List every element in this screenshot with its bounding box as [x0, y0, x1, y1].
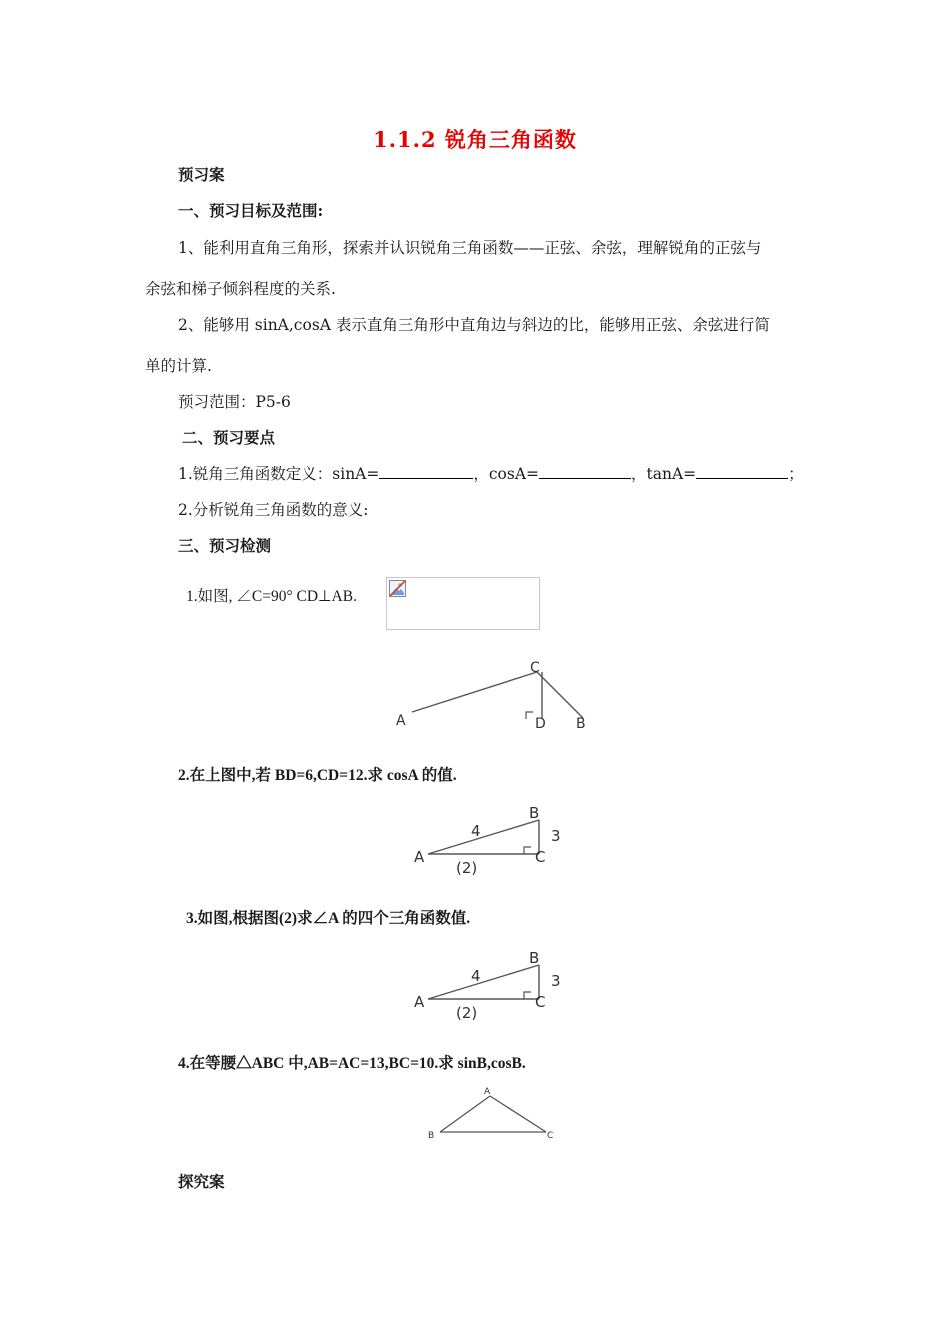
fig2-side-ab	[428, 820, 539, 854]
page-title: 1.1.2 锐角三角函数	[373, 127, 577, 152]
fig3-label-3: 3	[551, 972, 561, 990]
cos-blank	[539, 464, 631, 479]
fig3-side-ab	[428, 965, 539, 999]
meaning-line: 2.分析锐角三角函数的意义:	[178, 501, 369, 519]
fig2-right-angle-mark	[524, 847, 531, 854]
fig2-label-c: C	[535, 848, 546, 866]
fig2-label-a: A	[414, 848, 425, 866]
fig3-label-c: C	[535, 993, 546, 1011]
section1-heading: 一、预习目标及范围:	[178, 201, 324, 220]
section3-heading: 三、预习检测	[178, 536, 272, 555]
fig4-label-a: A	[484, 1087, 491, 1097]
tan-blank	[696, 464, 788, 479]
fig3-label-a: A	[414, 993, 425, 1011]
cos-label: ，cosA=	[473, 465, 540, 483]
explore-case-heading: 探究案	[178, 1172, 225, 1191]
fig1-label-c: C	[530, 660, 540, 676]
preview-case-heading: 预习案	[178, 165, 225, 184]
fig2-label-4: 4	[471, 822, 481, 840]
sin-label: 1.锐角三角函数定义：sinA=	[178, 465, 380, 483]
fig1-label-d: D	[535, 716, 546, 732]
figure-2	[408, 798, 578, 880]
fig1-side-ac	[412, 672, 537, 712]
figure-1	[390, 650, 600, 735]
fig1-label-b: B	[576, 716, 586, 732]
fig4-label-c: C	[547, 1131, 554, 1141]
fig4-side-ab	[440, 1096, 490, 1132]
fig4-side-ac	[490, 1096, 546, 1132]
objective2-line2: 单的计算.	[145, 357, 212, 375]
fig4-label-b: B	[428, 1131, 435, 1141]
fig3-label-4: 4	[471, 967, 481, 985]
fig3-right-angle-mark	[524, 992, 531, 999]
broken-image-icon	[389, 580, 406, 597]
objective1-line1: 1、能利用直角三角形，探索并认识锐角三角函数——正弦、余弦，理解锐角的正弦与	[178, 239, 762, 257]
sin-blank	[379, 464, 473, 479]
fig3-caption: (2)	[456, 1004, 478, 1022]
definition-line	[178, 462, 804, 484]
fig3-label-b: B	[529, 949, 540, 967]
fig2-caption: (2)	[456, 859, 478, 877]
fig1-label-a: A	[396, 713, 406, 729]
question-1: 1.如图, ∠C=90° CD⊥AB.	[186, 588, 357, 605]
fig2-label-b: B	[529, 804, 540, 822]
question-3: 3.如图,根据图(2)求∠A 的四个三角函数值.	[186, 910, 471, 927]
section2-heading: 二、预习要点	[182, 428, 276, 447]
fig2-label-3: 3	[551, 827, 561, 845]
objective1-line2: 余弦和梯子倾斜程度的关系.	[145, 280, 336, 298]
objective2-line1: 2、能够用 sinA,cosA 表示直角三角形中直角边与斜边的比，能够用正弦、余弦进行简	[178, 316, 770, 334]
question-2: 2.在上图中,若 BD=6,CD=12.求 cosA 的值.	[178, 767, 457, 784]
tan-label: ，tanA=	[631, 465, 697, 483]
preview-range: 预习范围：P5-6	[178, 393, 291, 411]
fig1-side-cb	[537, 672, 583, 718]
figure-4	[420, 1082, 570, 1142]
broken-image-placeholder	[386, 577, 540, 630]
question-4: 4.在等腰△ABC 中,AB=AC=13,BC=10.求 sinB,cosB.	[178, 1055, 526, 1072]
figure-3	[408, 943, 578, 1025]
definition-end: ；	[788, 465, 804, 483]
fig1-right-angle-mark	[526, 712, 533, 719]
